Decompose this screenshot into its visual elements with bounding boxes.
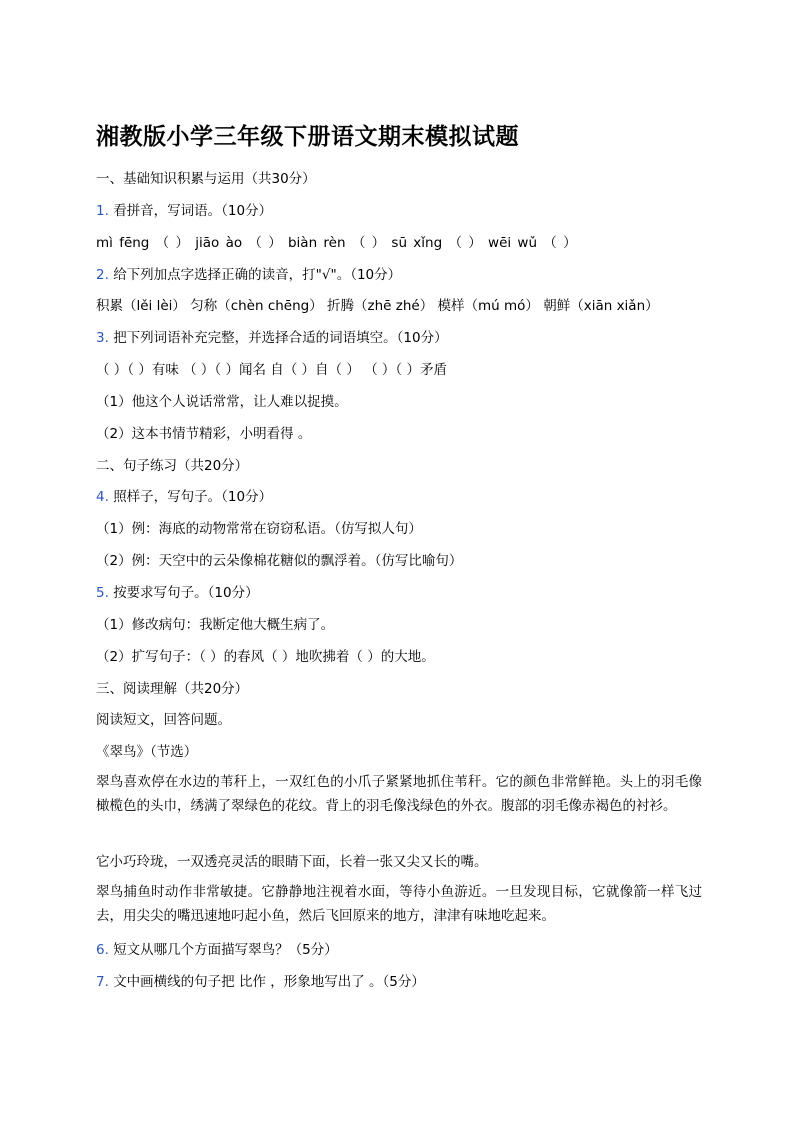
idiom-blanks: （ ）（ ）有味 （ ）（ ）闻名 自（ ）自（ ） （ ）（ ）矛盾 xyxy=(96,362,447,378)
question-number: 6. xyxy=(96,942,109,958)
question-number: 2. xyxy=(96,267,109,283)
question-text: 给下列加点字选择正确的读音，打"√"。（10分） xyxy=(113,267,402,283)
question-number: 3. xyxy=(96,330,109,346)
question-text: 按要求写句子。（10分） xyxy=(113,585,259,601)
question-1 xyxy=(96,202,272,220)
example-sentence-1: （1）例：海底的动物常常在窃窃私语。（仿写拟人句） xyxy=(96,521,422,537)
reading-instruction: 阅读短文，回答问题。 xyxy=(96,712,231,728)
section-heading-1: 一、基础知识积累与运用（共30分） xyxy=(96,171,316,187)
question-text: 文中画横线的句子把 比作 ，形象地写出了 。（5分） xyxy=(113,974,425,990)
passage-paragraph-3: 翠鸟捕鱼时动作非常敏捷。它静静地注视着水面，等待小鱼游近。一旦发现目标，它就像箭一样飞过去，用尖尖的嘴迅速地叼起小鱼，然后飞回原来的地方，津津有味地吃起来。 xyxy=(96,884,702,924)
question-number: 7. xyxy=(96,974,109,990)
fill-sentence-2: （2）这本书情节精彩，小明看得 。 xyxy=(96,426,312,442)
question-5 xyxy=(96,584,259,602)
question-text: 照样子，写句子。（10分） xyxy=(113,489,273,505)
question-number: 1. xyxy=(96,203,109,219)
example-sentence-2: （2）例：天空中的云朵像棉花糖似的飘浮着。（仿写比喻句） xyxy=(96,553,463,569)
correct-sentence: （1）修改病句：我断定他大概生病了。 xyxy=(96,617,335,633)
question-number: 4. xyxy=(96,489,109,505)
question-text: 短文从哪几个方面描写翠鸟？（5分） xyxy=(113,942,338,958)
passage-paragraph-1: 翠鸟喜欢停在水边的苇秆上，一双红色的小爪子紧紧地抓住苇秆。它的颜色非常鲜艳。头上的羽毛像橄榄色的头巾，绣满了翠绿色的花纹。背上的羽毛像浅绿色的外衣。腹部的羽毛像赤褐色的衬衫。 xyxy=(96,774,702,814)
question-4 xyxy=(96,488,272,506)
question-2 xyxy=(96,266,401,284)
passage-title: 《翠鸟》（节选） xyxy=(96,744,198,760)
question-number: 5. xyxy=(96,585,109,601)
question-3 xyxy=(96,329,448,347)
fill-sentence-1: （1）他这个人说话常常，让人难以捉摸。 xyxy=(96,394,348,410)
question-text: 把下列词语补充完整，并选择合适的词语填空。（10分） xyxy=(113,330,448,346)
expand-sentence: （2）扩写句子：（ ）的春风（ ）地吹拂着（ ）的大地。 xyxy=(96,649,435,665)
pronunciation-options: 积累（lěi lèi） 匀称（chèn chēng） 折腾（zhē zhé） 模样（mú mó） 朝鲜（xiān xiǎn） xyxy=(96,298,659,314)
question-6 xyxy=(96,941,338,959)
section-heading-2: 二、句子练习（共20分） xyxy=(96,458,249,474)
pinyin-line: mì fēng （ ） jiāo ào （ ） biàn rèn （ ） sū xǐng （ ） wēi wǔ （ ） xyxy=(96,235,577,251)
passage-paragraph-2: 它小巧玲珑，一双透亮灵活的眼睛下面，长着一张又尖又长的嘴。 xyxy=(96,854,488,870)
question-7 xyxy=(96,973,425,991)
page-title: 湘教版小学三年级下册语文期末模拟试题 xyxy=(96,124,519,150)
section-heading-3: 三、阅读理解（共20分） xyxy=(96,681,249,697)
question-text: 看拼音，写词语。（10分） xyxy=(113,203,273,219)
